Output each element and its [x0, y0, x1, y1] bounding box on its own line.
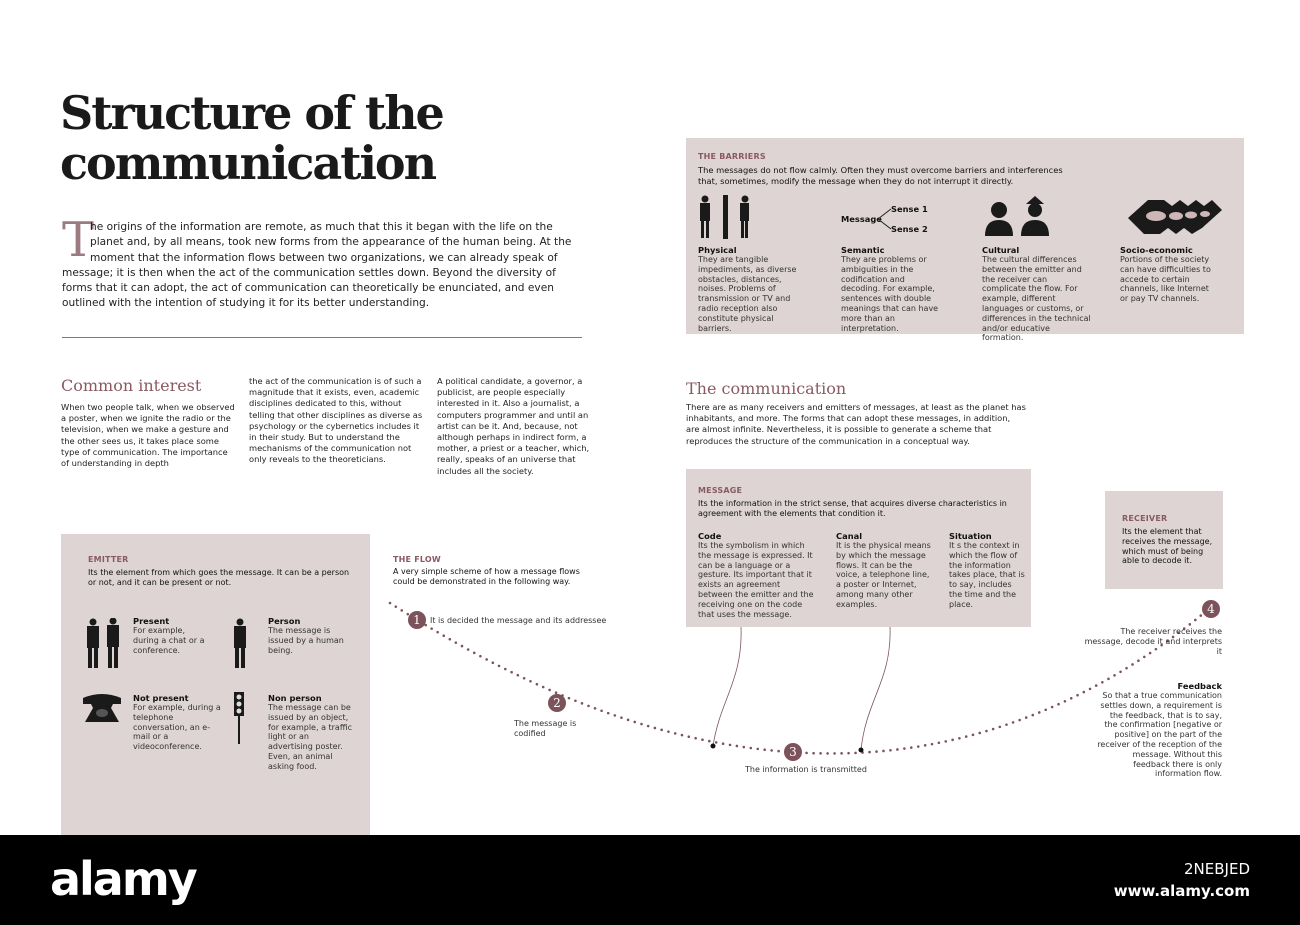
- barrier-title: Physical: [698, 245, 737, 255]
- barriers-caption: THE BARRIERS: [698, 152, 766, 161]
- emitter-item-title: Non person: [268, 693, 322, 703]
- step-1-marker: 1: [408, 611, 426, 629]
- message-item-title: Canal: [836, 531, 863, 541]
- message-intro: Its the information in the strict sense, that acquires diverse characteristics in agreement with the elements that condition it.: [698, 499, 1007, 518]
- code-connector-line: [713, 627, 741, 746]
- message-item-text: Its the symbolism in which the message is expressed. It can be a language or a gesture. Its important that it exists an agreement between the emitter and the receiving one on the code that uses the message.: [698, 541, 814, 619]
- barrier-title: Semantic: [841, 245, 885, 255]
- barrier-text: They are problems or ambiguities in the codification and decoding. For example, sentences with double meanings that can have more than an interpretation.: [841, 255, 939, 333]
- watermark-url: www.alamy.com: [1113, 882, 1250, 900]
- emitter-item-text: For example, during a telephone conversation, an e-mail or a videoconference.: [133, 703, 221, 752]
- communication-heading: The communication: [686, 379, 847, 398]
- flow-intro: A very simple scheme of how a message flows could be demonstrated in the following way.: [393, 567, 580, 586]
- feedback-text: So that a true communication settles down, a requirement is the feedback, that is to say, the confirmation [negative or positive] on the part of the receiver of the reception of the message. Without this feedback there is only information flow.: [1097, 691, 1222, 779]
- canal-connector-line: [861, 627, 890, 750]
- common-interest-col3: A political candidate, a governor, a publicist, are people especially interested in it. Also a journalist, a computers programmer and until an artist can be it. And, because, not although perhaps in indirect form, a mother, a priest or a teacher, which, really, speaks of an universe that includes all the society.: [437, 376, 590, 476]
- step-4-marker: 4: [1202, 600, 1220, 618]
- communication-text: There are as many receivers and emitters of messages, at least as the planet has inhabitants, and more. The forms that can adopt these messages, in addition, are almost infinite. Nevertheless, it is possible to generate a scheme that reproduces the structure of the communication in a conceptual way.: [686, 402, 1026, 446]
- flow-caption: THE FLOW: [393, 555, 441, 564]
- common-interest-heading: Common interest: [61, 376, 202, 395]
- emitter-item-text: The message can be issued by an object, for example, a traffic light or an advertising poster. Even, an animal asking food.: [268, 703, 352, 771]
- barrier-title: Cultural: [982, 245, 1020, 255]
- page-title: Structure of the communication: [60, 86, 443, 190]
- barrier-title: Socio-economic: [1120, 245, 1193, 255]
- receiver-text: Its the element that receives the message, which must of being able to decode it.: [1122, 527, 1213, 566]
- image-id: 2NEBJED: [1184, 860, 1250, 878]
- common-interest-col2: the act of the communication is of such a magnitude that it exists, even, academic disciplines dedicated to this, without telling that other disciplines as diverse as psychology or the cybernetics includes it in their study. But to understand the mechanisms of the communication not only reveals to the theoreticians.: [249, 376, 423, 465]
- semantic-message-label: Message: [841, 214, 882, 224]
- sense-2-label: Sense 2: [891, 224, 928, 234]
- canal-point: [859, 748, 864, 753]
- emitter-item-title: Present: [133, 616, 170, 626]
- step-4-text: The receiver receives the message, decode it and interprets it: [1084, 627, 1222, 656]
- alamy-logo: alamy: [50, 852, 196, 906]
- message-item-text: It is the physical means by which the message flows. It can be the voice, a telephone line, a poster or Internet, among many other examples.: [836, 541, 931, 609]
- step-3-marker: 3: [784, 743, 802, 761]
- feedback-title: Feedback: [1177, 681, 1222, 691]
- barrier-text: The cultural differences between the emitter and the receiver can complicate the flow. For example, different languages or customs, or differences in the technical and/or educative formation.: [982, 255, 1091, 343]
- step-2-marker: 2: [548, 694, 566, 712]
- emitter-intro: Its the element from which goes the message. It can be a person or not, and it can be present or not.: [88, 568, 350, 587]
- barriers-intro: The messages do not flow calmly. Often they must overcome barriers and interferences that, sometimes, modify the message when they do not interrupt it directly.: [698, 165, 1063, 186]
- message-item-title: Code: [698, 531, 722, 541]
- emitter-caption: EMITTER: [88, 555, 129, 564]
- receiver-panel: [1105, 491, 1223, 589]
- message-item-text: It s the context in which the flow of the information takes place, that is to say, includes the time and the place.: [949, 541, 1025, 609]
- message-item-title: Situation: [949, 531, 992, 541]
- emitter-item-text: The message is issued by a human being.: [268, 626, 344, 655]
- drop-cap: T: [62, 212, 95, 268]
- feedback-block: [1095, 681, 1222, 779]
- step-2-text: The message is codified: [514, 719, 577, 738]
- common-interest-col1: When two people talk, when we observed a poster, when we ignite the radio or the television, when we make a gesture and the other sees us, it takes place some type of communication. The importance of understanding in depth: [61, 402, 235, 469]
- step-3-text: The information is transmitted: [745, 765, 867, 774]
- barrier-text: Portions of the society can have difficulties to accede to certain channels, like Internet or pay TV channels.: [1120, 255, 1211, 304]
- barrier-text: They are tangible impediments, as diverse obstacles, distances, noises. Problems of transmission or TV and radio reception also constitute physical barriers.: [698, 255, 797, 333]
- intro-text: he origins of the information are remote, as much that this it began with the life on the planet and, by all means, took new forms from the appearance of the human being. At the moment that the information flows between two organizations, we can already speak of message; it is then when the act of the communication settles down. Beyond the diversity of forms that it can adopt, the act of communication can theoretically be enunciated, and even outlined with the intention of studying it for its better understanding.: [62, 221, 572, 310]
- step-1-text: It is decided the message and its addressee: [430, 616, 607, 625]
- sense-1-label: Sense 1: [891, 204, 928, 214]
- receiver-caption: RECEIVER: [1122, 514, 1168, 523]
- emitter-item-title: Not present: [133, 693, 189, 703]
- message-caption: MESSAGE: [698, 486, 743, 495]
- emitter-item-text: For example, during a chat or a conference.: [133, 626, 205, 655]
- emitter-item-title: Person: [268, 616, 301, 626]
- code-point: [711, 744, 716, 749]
